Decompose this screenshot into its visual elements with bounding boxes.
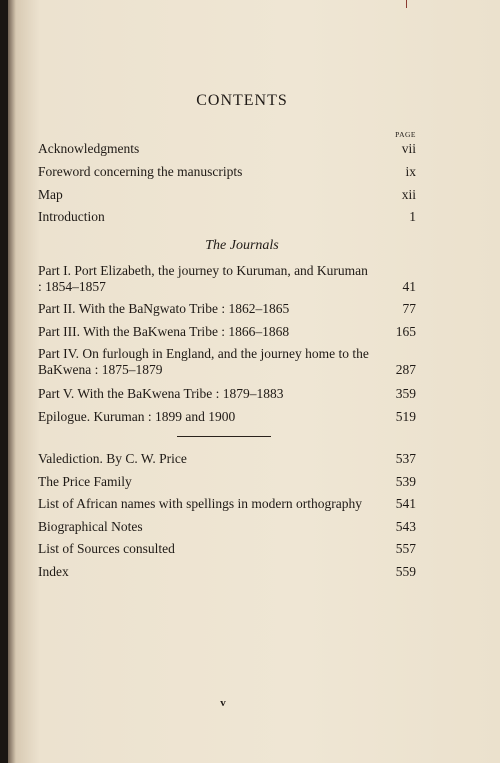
toc-entry-page: 1 xyxy=(409,209,416,224)
toc-entry xyxy=(38,346,416,378)
page-column-header: PAGE xyxy=(395,130,416,139)
toc-entry-title: Map xyxy=(38,187,63,202)
toc-entry xyxy=(38,386,416,402)
section-heading: The Journals xyxy=(205,238,279,253)
toc-entry-page: 557 xyxy=(395,541,416,556)
toc-entry-page: xii xyxy=(401,187,416,202)
toc-entry-page: 539 xyxy=(395,474,416,489)
toc-entry-title: Introduction xyxy=(38,209,105,224)
toc-entry-title: Acknowledgments xyxy=(38,141,140,156)
toc-entry xyxy=(38,451,416,467)
toc-entry-page: 165 xyxy=(395,324,416,339)
toc-entry-title: Part V. With the BaKwena Tribe : 1879–1883 xyxy=(38,386,284,401)
toc-entry-title: List of African names with spellings in modern orthography xyxy=(38,496,362,511)
toc-entry-title: Part II. With the BaNgwato Tribe : 1862–1865 xyxy=(38,301,290,316)
toc-entry-page: vii xyxy=(401,141,416,156)
toc-entry-title: Valediction. By C. W. Price xyxy=(38,451,187,466)
toc-entry xyxy=(38,209,416,225)
toc-entry-page: 77 xyxy=(402,301,416,316)
toc-entry xyxy=(38,324,416,340)
toc-entry-title: Part I. Port Elizabeth, the journey to Kuruman, and Kuruman : 1854–1857 xyxy=(38,263,368,294)
section-divider xyxy=(177,436,271,437)
toc-entry-page: 41 xyxy=(402,279,416,294)
toc-entry-page: 537 xyxy=(395,451,416,466)
toc-entry xyxy=(38,187,416,203)
toc-entry-page: 519 xyxy=(395,409,416,424)
toc-entry-title: Part IV. On furlough in England, and the journey home to the BaKwena : 1875–1879 xyxy=(38,346,369,377)
page-edge-mark xyxy=(406,0,407,8)
toc-entry-page: 541 xyxy=(395,496,416,511)
toc-entry-page: 559 xyxy=(395,564,416,579)
toc-entry xyxy=(38,263,416,295)
toc-entry-page: 543 xyxy=(395,519,416,534)
toc-entry xyxy=(38,141,416,157)
toc-entry-title: The Price Family xyxy=(38,474,132,489)
page-title: CONTENTS xyxy=(196,92,288,109)
book-gutter xyxy=(0,0,8,763)
toc-entry xyxy=(38,541,416,557)
toc-entry xyxy=(38,519,416,535)
toc-entry xyxy=(38,409,416,425)
page-folio: v xyxy=(220,697,226,709)
toc-entry-page: 287 xyxy=(395,362,416,377)
toc-entry-page: ix xyxy=(405,164,416,179)
toc-entry xyxy=(38,564,416,580)
toc-entry xyxy=(38,496,416,512)
toc-entry-page: 359 xyxy=(395,386,416,401)
toc-entry xyxy=(38,474,416,490)
toc-entry-title: Biographical Notes xyxy=(38,519,143,534)
toc-entry-title: Epilogue. Kuruman : 1899 and 1900 xyxy=(38,409,236,424)
toc-entry xyxy=(38,301,416,317)
toc-entry-title: Foreword concerning the manuscripts xyxy=(38,164,243,179)
toc-entry-title: Index xyxy=(38,564,69,579)
toc-entry-title: List of Sources consulted xyxy=(38,541,175,556)
toc-entry xyxy=(38,164,416,180)
toc-entry-title: Part III. With the BaKwena Tribe : 1866–1868 xyxy=(38,324,290,339)
